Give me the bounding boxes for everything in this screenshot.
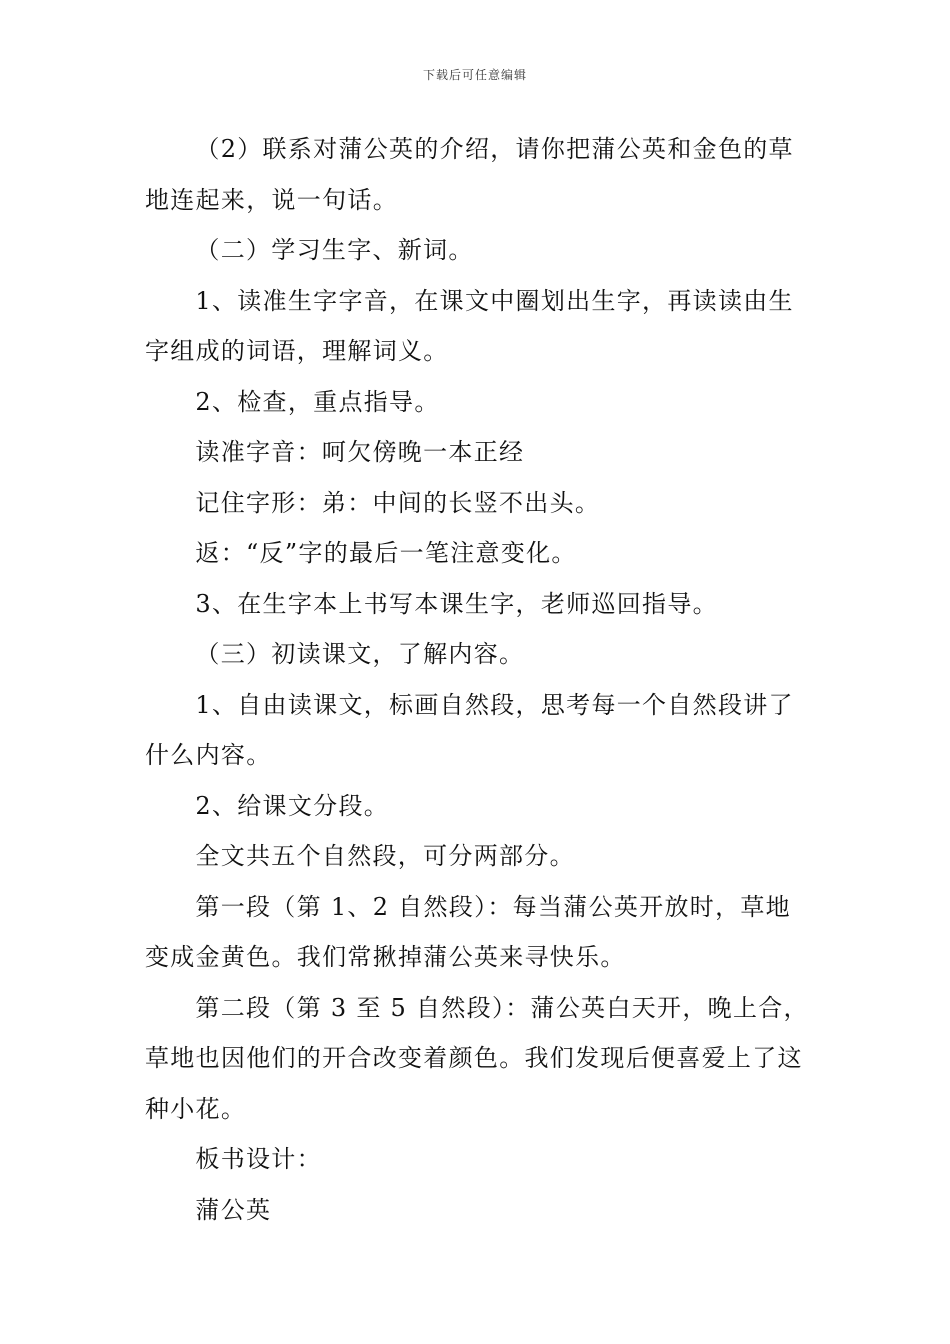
paragraph-8: 3、在生字本上书写本课生字，老师巡回指导。 <box>195 589 718 618</box>
paragraph-1: （2）联系对蒲公英的介绍，请你把蒲公英和金色的草地连起来，说一句话。 <box>145 135 794 214</box>
paragraph-5: 读准字音：呵欠傍晚一本正经 <box>195 438 525 466</box>
document-body <box>145 124 810 1235</box>
paragraph-12: 全文共五个自然段，可分两部分。 <box>195 842 575 870</box>
paragraph-7: 返：“反”字的最后一笔注意变化。 <box>195 539 577 567</box>
paragraph-6: 记住字形：弟：中间的长竖不出头。 <box>195 488 601 517</box>
paragraph-15: 板书设计： <box>195 1145 322 1173</box>
page-header-note: 下载后可任意编辑 <box>422 68 527 82</box>
paragraph-4: 2、检查，重点指导。 <box>195 387 440 416</box>
paragraph-2: （二）学习生字、新词。 <box>195 236 474 264</box>
paragraph-9: （三）初读课文，了解内容。 <box>195 640 525 668</box>
paragraph-3: 1、读准生字字音，在课文中圈划出生字，再读读由生字组成的词语，理解词义。 <box>145 286 794 365</box>
paragraph-11: 2、给课文分段。 <box>195 791 390 820</box>
paragraph-14: 第二段（第 3 至 5 自然段）：蒲公英白天开，晚上合，草地也因他们的开合改变着颜色。我们发现后便喜爱上了这种小花。 <box>145 993 809 1123</box>
paragraph-10: 1、自由读课文，标画自然段，思考每一个自然段讲了什么内容。 <box>145 690 794 769</box>
paragraph-16: 蒲公英 <box>195 1195 272 1224</box>
paragraph-13: 第一段（第 1、2 自然段）：每当蒲公英开放时，草地变成金黄色。我们常揪掉蒲公英来寻快乐。 <box>145 892 791 971</box>
